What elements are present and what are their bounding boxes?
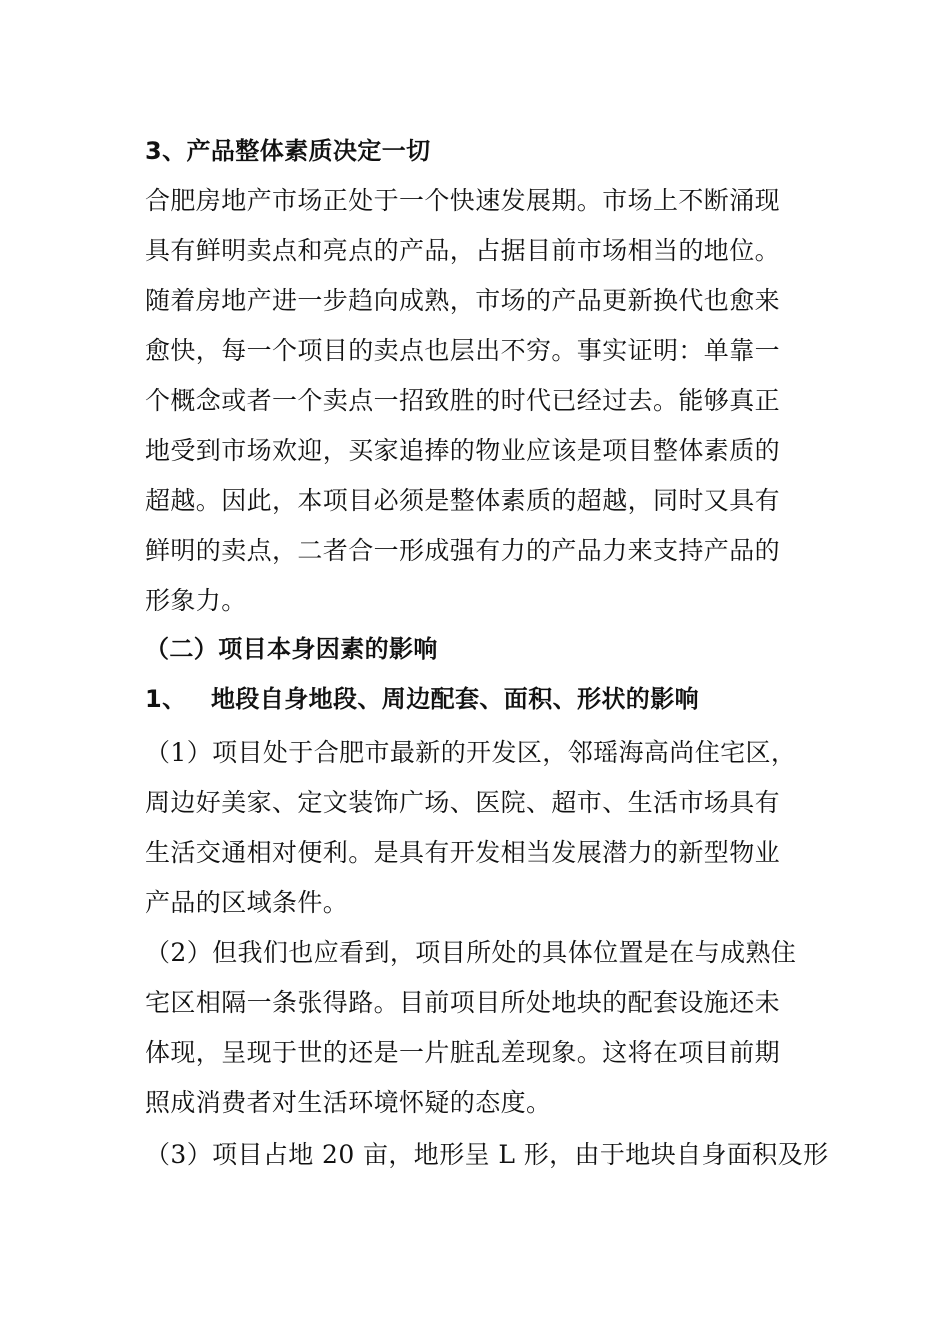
item-2-line: 体现，呈现于世的还是一片脏乱差现象。这将在项目前期 — [145, 1038, 781, 1067]
subheading-text: 地段自身地段、周边配套、面积、形状的影响 — [211, 685, 699, 713]
item-3-line: （3）项目占地 20 亩，地形呈 L 形，由于地块自身面积及形 — [145, 1140, 829, 1169]
paragraph-line: 具有鲜明卖点和亮点的产品，占据目前市场相当的地位。 — [145, 236, 781, 265]
item-2-line: 照成消费者对生活环境怀疑的态度。 — [145, 1088, 552, 1117]
heading-product-quality: 3、产品整体素质决定一切 — [145, 137, 431, 165]
paragraph-line: 鲜明的卖点，二者合一形成强有力的产品力来支持产品的 — [145, 536, 781, 565]
paragraph-line: 形象力。 — [145, 586, 247, 615]
paragraph-line: 愈快，每一个项目的卖点也层出不穷。事实证明：单靠一 — [145, 336, 781, 365]
item-1-line: 周边好美家、定文装饰广场、医院、超市、生活市场具有 — [145, 788, 781, 817]
item-1-line: （1）项目处于合肥市最新的开发区，邻瑶海高尚住宅区， — [145, 738, 797, 767]
subheading-location — [145, 679, 815, 719]
item-1-line: 产品的区域条件。 — [145, 888, 349, 917]
paragraph-line: 地受到市场欢迎，买家追捧的物业应该是项目整体素质的 — [145, 436, 781, 465]
section-heading-project-factors: （二）项目本身因素的影响 — [145, 635, 438, 663]
item-1-line: 生活交通相对便利。是具有开发相当发展潜力的新型物业 — [145, 838, 781, 867]
subheading-number: 1、 — [145, 685, 187, 713]
paragraph-line: 随着房地产进一步趋向成熟，市场的产品更新换代也愈来 — [145, 286, 781, 315]
item-2-line: 宅区相隔一条张得路。目前项目所处地块的配套设施还未 — [145, 988, 781, 1017]
item-2-line: （2）但我们也应看到，项目所处的具体位置是在与成熟住 — [145, 938, 797, 967]
paragraph-line: 超越。因此，本项目必须是整体素质的超越，同时又具有 — [145, 486, 781, 515]
paragraph-line: 合肥房地产市场正处于一个快速发展期。市场上不断涌现 — [145, 186, 781, 215]
paragraph-line: 个概念或者一个卖点一招致胜的时代已经过去。能够真正 — [145, 386, 781, 415]
